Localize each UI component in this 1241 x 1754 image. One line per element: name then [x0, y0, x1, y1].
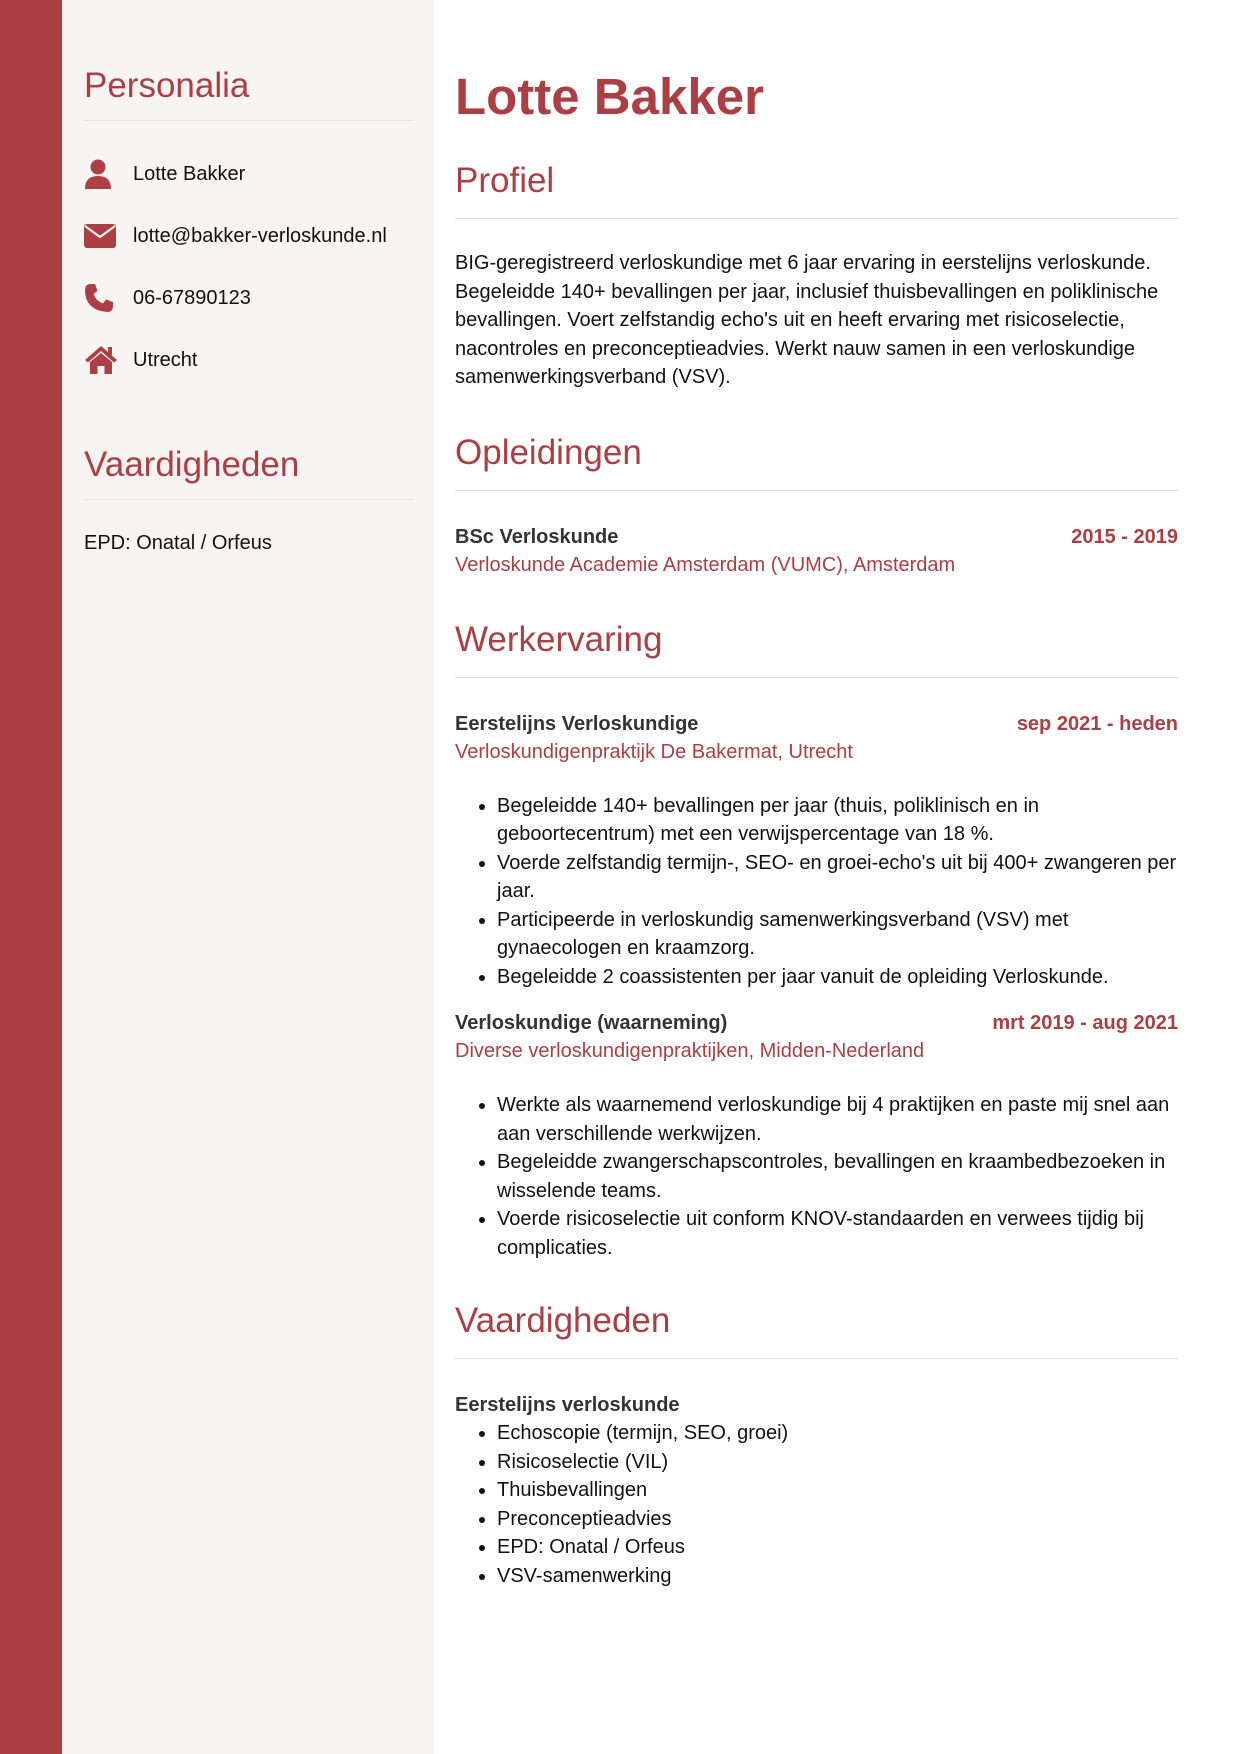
candidate-name: Lotte Bakker: [455, 68, 764, 125]
job-bullet: • Werkte als waarnemend verloskundige bij 4 praktijken en paste mij snel aan aan verschillende werkwijzen.: [497, 1091, 1178, 1148]
skill-item: • EPD: Onatal / Orfeus: [497, 1533, 1178, 1562]
job-date: sep 2021 - heden: [1016, 712, 1178, 735]
skills-heading: Vaardigheden: [455, 1298, 1178, 1359]
job-bullets: [455, 1091, 1178, 1262]
job-title: Verloskundige (waarneming): [455, 1012, 728, 1034]
contact-name: [84, 143, 414, 205]
education-institution: Verloskunde Academie Amsterdam (VUMC), Amsterdam: [455, 553, 956, 576]
education-heading: Opleidingen: [455, 430, 1178, 491]
skill-group-title: Eerstelijns verloskunde: [455, 1394, 680, 1416]
job-employer: Verloskundigenpraktijk De Bakermat, Utrecht: [455, 740, 853, 763]
phone-icon: [84, 283, 118, 313]
skill-item: • Preconceptieadvies: [497, 1505, 1178, 1534]
sidebar-skill-item: EPD: Onatal / Orfeus: [84, 532, 272, 554]
job-date: mrt 2019 - aug 2021: [992, 1012, 1178, 1034]
contact-name-text: Lotte Bakker: [133, 162, 246, 185]
skill-list: [455, 1419, 1178, 1590]
skill-item: • Thuisbevallingen: [497, 1476, 1178, 1505]
experience-entry: [455, 1009, 1178, 1262]
profile-text: BIG-geregistreerd verloskundige met 6 jaar ervaring in eerstelijns verloskunde. Begeleidde 140+ bevallingen per jaar, inclusief thuisbevallingen en poliklinische bevallingen. Voert zelfstandig echo's uit en heeft ervaring met risicoselectie, nacontroles en preconceptieadvies. Werkt nauw samen in een verloskundige samenwerkingsverband (VSV).: [455, 252, 1159, 388]
job-bullets: [455, 792, 1178, 992]
sidebar-skills-heading: Vaardigheden: [84, 441, 414, 500]
job-bullet: • Voerde zelfstandig termijn-, SEO- en groei-echo's uit bij 400+ zwangeren per jaar.: [497, 849, 1178, 906]
contact-email-text[interactable]: lotte@bakker-verloskunde.nl: [133, 224, 387, 247]
experience-heading: Werkervaring: [455, 617, 1178, 678]
contact-location: [84, 329, 414, 391]
job-bullet: • Participeerde in verloskundig samenwerkingsverband (VSV) met gynaecologen en kraamzorg.: [497, 906, 1178, 963]
skills-section: [455, 1298, 1178, 1590]
education-title: BSc Verloskunde: [455, 525, 619, 548]
contact-list: [84, 143, 414, 391]
contact-email: [84, 205, 414, 267]
skill-item: • VSV-samenwerking: [497, 1562, 1178, 1591]
person-icon: [84, 159, 118, 189]
education-entry: [455, 523, 1178, 579]
envelope-icon: [84, 221, 118, 251]
personalia-heading: Personalia: [84, 62, 414, 121]
sidebar: [62, 0, 434, 1754]
job-bullet: • Voerde risicoselectie uit conform KNOV-standaarden en verwees tijdig bij complicaties.: [497, 1205, 1178, 1262]
job-bullet: • Begeleidde zwangerschapscontroles, bevallingen en kraambedbezoeken in wisselende teams.: [497, 1148, 1178, 1205]
accent-strip: [0, 0, 62, 1754]
experience-section: [455, 617, 1178, 1263]
profile-heading: Profiel: [455, 158, 1178, 219]
main-content: [455, 62, 1178, 1590]
contact-phone: [84, 267, 414, 329]
education-date: 2015 - 2019: [1071, 525, 1178, 548]
job-employer: Diverse verloskundigenpraktijken, Midden-Nederland: [455, 1040, 925, 1062]
job-bullet: • Begeleidde 2 coassistenten per jaar vanuit de opleiding Verloskunde.: [497, 963, 1178, 992]
contact-phone-text[interactable]: 06-67890123: [133, 286, 251, 309]
job-title: Eerstelijns Verloskundige: [455, 712, 699, 735]
experience-entry: [455, 710, 1178, 992]
education-section: [455, 430, 1178, 579]
home-icon: [84, 345, 118, 375]
contact-location-text: Utrecht: [133, 348, 198, 371]
profile-section: [455, 158, 1178, 392]
skill-item: • Echoscopie (termijn, SEO, groei): [497, 1419, 1178, 1448]
job-bullet: • Begeleidde 140+ bevallingen per jaar (thuis, poliklinisch en in geboortecentrum) met een verwijspercentage van 18 %.: [497, 792, 1178, 849]
skill-item: • Risicoselectie (VIL): [497, 1448, 1178, 1477]
